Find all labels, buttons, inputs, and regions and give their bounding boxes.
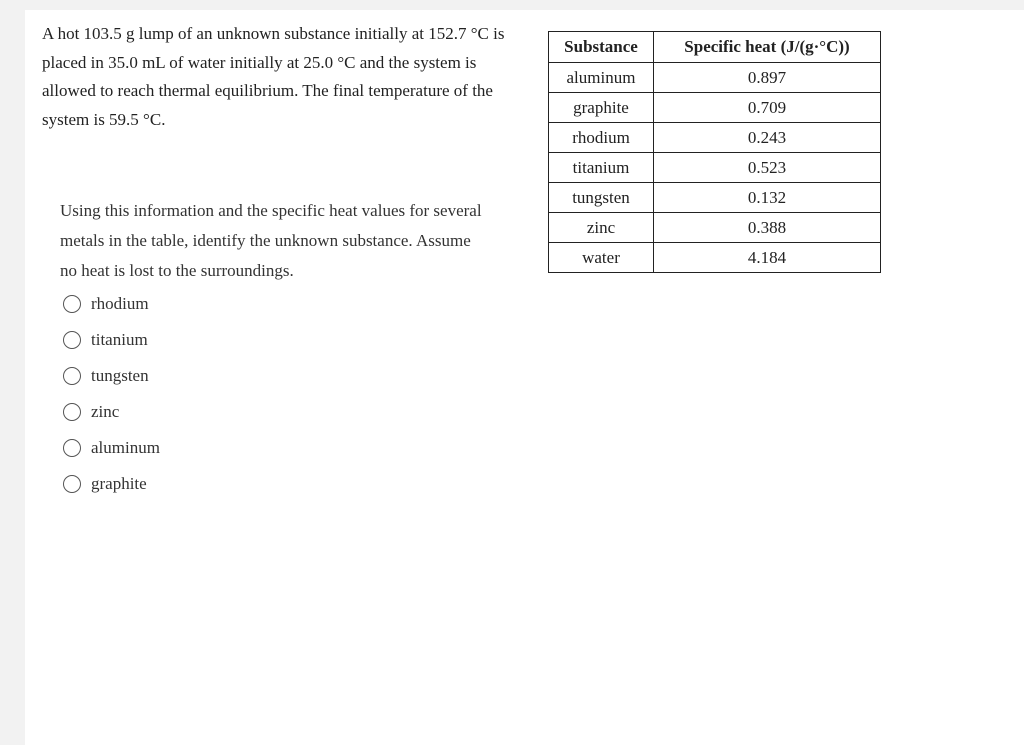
option-zinc[interactable] [63,394,160,430]
header-substance: Substance [549,32,654,63]
substance-cell: rhodium [549,123,654,153]
table-row [549,153,881,183]
answer-options [63,286,160,502]
table-row [549,123,881,153]
instructions-text: Using this information and the specific heat values for several metals in the table, identify the unknown substance. Assume no heat is lost to the surroundings. [60,201,482,280]
option-label: aluminum [91,438,160,457]
option-graphite[interactable] [63,466,160,502]
substance-cell: zinc [549,213,654,243]
option-label: titanium [91,330,148,349]
substance-cell: titanium [549,153,654,183]
table-row [549,183,881,213]
problem-text: A hot 103.5 g lump of an unknown substance initially at 152.7 °C is placed in 35.0 mL of water initially at 25.0 °C and the system is allowed to reach thermal equilibrium. The final temperature of the system is 59.5 °C. [42,24,505,129]
radio-button[interactable] [63,403,81,421]
substance-cell: water [549,243,654,273]
specific-heat-cell: 0.132 [654,183,881,213]
radio-button[interactable] [63,439,81,457]
radio-button[interactable] [63,475,81,493]
substance-cell: aluminum [549,63,654,93]
option-label: graphite [91,474,147,493]
table-header-row [549,32,881,63]
radio-button[interactable] [63,295,81,313]
option-label: zinc [91,402,120,421]
table-row [549,63,881,93]
table-row [549,93,881,123]
specific-heat-cell: 0.388 [654,213,881,243]
specific-heat-cell: 4.184 [654,243,881,273]
radio-button[interactable] [63,367,81,385]
specific-heat-cell: 0.897 [654,63,881,93]
option-aluminum[interactable] [63,430,160,466]
specific-heat-cell: 0.709 [654,93,881,123]
header-specific-heat: Specific heat (J/(g·°C)) [654,32,881,63]
option-label: tungsten [91,366,149,385]
substance-cell: graphite [549,93,654,123]
option-label: rhodium [91,294,149,313]
substance-cell: tungsten [549,183,654,213]
specific-heat-cell: 0.243 [654,123,881,153]
question-panel [25,10,1024,745]
specific-heat-cell: 0.523 [654,153,881,183]
option-rhodium[interactable] [63,286,160,322]
radio-button[interactable] [63,331,81,349]
option-tungsten[interactable] [63,358,160,394]
table-row [549,213,881,243]
table-row [549,243,881,273]
option-titanium[interactable] [63,322,160,358]
specific-heat-table [548,31,881,273]
